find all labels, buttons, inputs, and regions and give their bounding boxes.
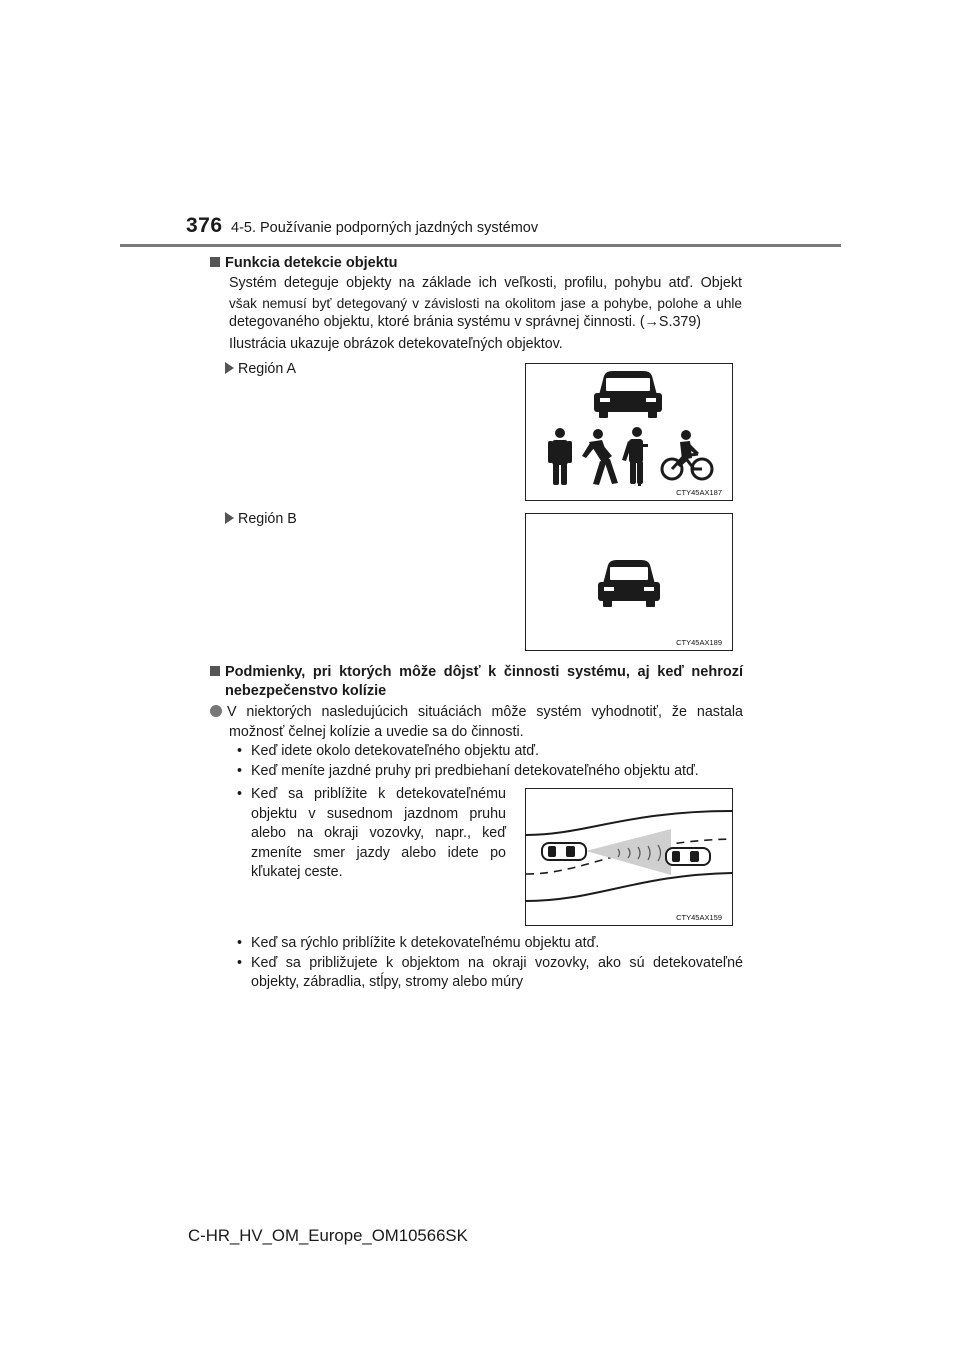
list-item — [237, 954, 743, 974]
list-item-cont: kľukatej ceste. — [251, 864, 343, 880]
sensor-beam — [586, 829, 671, 875]
own-vehicle-icon — [542, 843, 586, 860]
figure-code: CTY45AX187 — [676, 488, 722, 497]
car-icon — [594, 371, 662, 418]
list-item-text: Keď idete okolo detekovateľného objektu atď. — [251, 743, 540, 759]
section1-paragraph — [229, 274, 742, 333]
road-edge — [526, 811, 732, 835]
bullet-list-top — [237, 742, 747, 781]
curved-road-illustration — [526, 789, 732, 925]
list-item-text: Keď sa rýchlo priblížite k detekovateľnému objektu atď. — [251, 935, 600, 951]
list-item — [237, 742, 747, 762]
bullet-mark: • — [237, 743, 243, 759]
document-id: C-HR_HV_OM_Europe_OM10566SK — [188, 1226, 468, 1245]
list-item-cont: objektu v susednom jazdnom pruhu — [251, 805, 506, 822]
heading-text: Funkcia detekcie objektu — [225, 255, 398, 271]
detectable-car-illustration — [526, 514, 732, 650]
figure-code: CTY45AX159 — [676, 913, 722, 922]
list-item-cont: alebo na okraji vozovky, napr., keď — [251, 825, 506, 841]
intro-line — [210, 703, 743, 723]
pedestrian-standing-icon — [548, 428, 572, 485]
conditions-intro — [210, 703, 743, 742]
page-number: 376 — [186, 214, 223, 237]
intro-text: V niektorých nasledujúcich situáciách môže systém vyhodnotiť, že nastala — [227, 704, 743, 720]
pedestrian-with-bicycle-icon — [622, 427, 648, 486]
list-item-cont: zmeníte smer jazdy alebo idete po — [251, 844, 506, 861]
bullet-mark: • — [237, 935, 243, 951]
list-item — [237, 785, 506, 805]
intro-line: možnosť čelnej kolízie a uvedie sa do činnosti. — [229, 723, 524, 740]
bullet-mark: • — [237, 762, 243, 779]
circle-bullet-icon — [210, 705, 222, 717]
section-title: 4-5. Používanie podporných jazdných systémov — [231, 220, 539, 236]
para-line: však nemusí byť detegovaný v závislosti na okolitom jase a pohybe, polohe a uhle — [229, 295, 742, 311]
triangle-marker-icon — [225, 512, 234, 524]
heading-line: nebezpečenstvo kolízie — [225, 683, 387, 699]
region-a-text: Región A — [238, 361, 297, 377]
section-heading-conditions — [210, 663, 743, 701]
pedestrian-walking-icon — [582, 429, 618, 485]
figure-region-a — [525, 363, 733, 501]
heading-line — [210, 663, 743, 682]
region-b-label — [225, 510, 297, 530]
car-icon — [598, 560, 660, 607]
para-line: Systém deteguje objekty na základe ich veľkosti, profilu, pohybu atď. Objekt — [229, 275, 742, 291]
detectable-objects-illustration — [526, 364, 732, 500]
list-item-text: Keď sa priblížite k detekovateľnému — [251, 786, 506, 802]
region-b-text: Región B — [238, 511, 297, 527]
road-edge — [526, 873, 732, 901]
bullet-mark: • — [237, 954, 243, 971]
bullet-list-bottom — [237, 934, 743, 993]
illustration-caption: Ilustrácia ukazuje obrázok detekovateľných objektov. — [229, 336, 563, 352]
list-item — [237, 934, 743, 954]
heading-text: Podmienky, pri ktorých môže dôjsť k činnosti systému, aj keď nehrozí — [225, 664, 743, 680]
para-line: detegovaného objektu, ktoré bránia systému v správnej činnosti. (→S.379) — [229, 314, 702, 330]
region-a-label — [225, 360, 296, 380]
list-item-text: Keď meníte jazdné pruhy pri predbiehaní detekovateľného objektu atď. — [251, 762, 699, 779]
bullet-mark: • — [237, 786, 243, 802]
list-item-cont: objekty, zábradlia, stĺpy, stromy alebo múry — [251, 974, 524, 990]
figure-curved-road — [525, 788, 733, 926]
header-divider — [120, 244, 841, 247]
figure-code: CTY45AX189 — [676, 638, 722, 647]
list-item — [237, 762, 747, 782]
list-item-text: Keď sa približujete k objektom na okraji vozovky, ako sú detekovateľné — [251, 954, 743, 971]
triangle-marker-icon — [225, 362, 234, 374]
square-bullet-icon — [210, 257, 220, 267]
bullet-with-figure — [237, 785, 506, 883]
square-bullet-icon — [210, 666, 220, 676]
detected-vehicle-icon — [666, 848, 710, 865]
section-heading-object-detection — [210, 254, 397, 273]
figure-region-b — [525, 513, 733, 651]
